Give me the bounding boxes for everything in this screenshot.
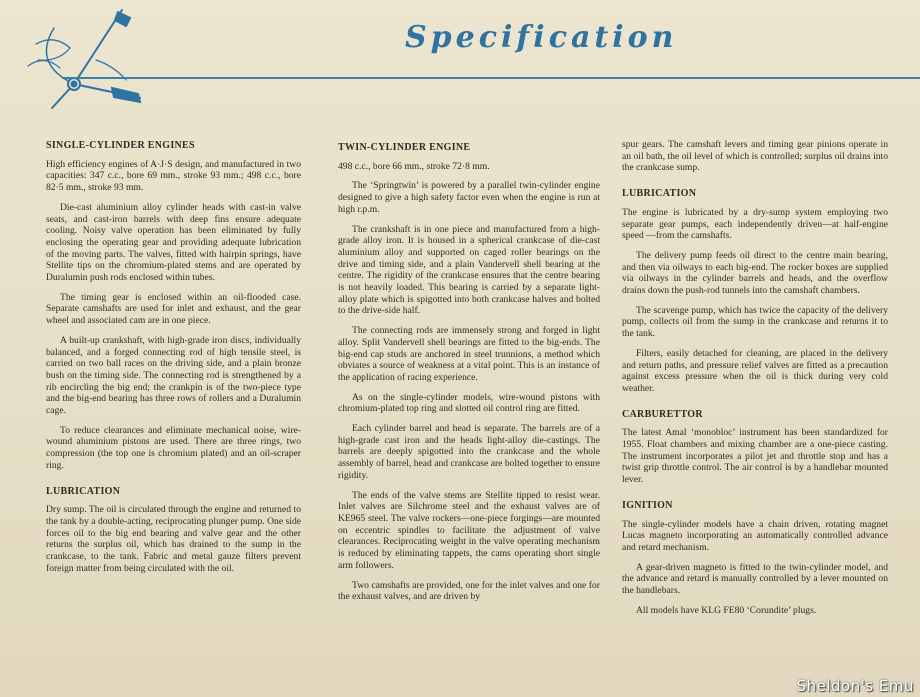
right-column — [622, 139, 888, 625]
paragraph: The latest Amal ‘monobloc’ instrument has been standardized for 1955. Float chambers and mixing chamber are a one-piece casting. The instrument incorporates a pilot jet and throttle stop and has a twist grip throttle control. The air control is by a handlebar mounted lever. — [622, 427, 888, 486]
paragraph: The connecting rods are immensely strong and forged in light alloy. Split Vandervell shell bearings are fitted to the big-ends. The big-end cap studs are anchored in steel trunnions, a method which obviates a source of weakness at a vital point. This is an instance of the application of racing experience. — [338, 325, 600, 383]
paragraph: Dry sump. The oil is circulated through the engine and returned to the tank by a double-acting, reciprocating plunger pump. One side forces oil to the big end bearing and valve gear and the other returns the surplus oil, which has drained to the sump in the crankcase, to the tank. Fabric and metal gauze filters prevent foreign matter from being circulated with the oil. — [46, 504, 301, 574]
paragraph: To reduce clearances and eliminate mechanical noise, wire-wound aluminium pistons are used. There are three rings, two compression (the top one is chromium plated) and an oil-scraper ring. — [46, 424, 301, 471]
heading-single-cylinder-engines: SINGLE-CYLINDER ENGINES — [46, 140, 195, 151]
paragraph: The delivery pump feeds oil direct to the centre main bearing, and then via oilways to each big-end. The rocker boxes are supplied via oilways in the cylinder barrels and heads, and the overflow drains down the push-rod tunnels into the camshaft chambers. — [622, 249, 888, 297]
paragraph: The engine is lubricated by a dry-sump system employing two separate gear pumps, each independently driven—at half-engine speed —from the camshafts. — [622, 206, 888, 242]
compass-drawing-icon — [14, 4, 144, 114]
paragraph: The scavenge pump, which has twice the capacity of the delivery pump, collects oil from the sump in the crankcase and returns it to the tank. — [622, 304, 888, 340]
watermark: Sheldon's Emu — [796, 677, 914, 695]
paragraph: A gear-driven magneto is fitted to the twin-cylinder model, and the advance and retard is manually controlled by a lever mounted on the handlebars. — [622, 561, 888, 597]
paragraph: The ‘Springtwin’ is powered by a parallel twin-cylinder engine designed to give a high safety factor even when the engine is run at high r.p.m. — [338, 180, 600, 215]
paragraph: Filters, easily detached for cleaning, are placed in the delivery and return paths, and pressure relief valves are fitted as a precaution against excess pressure when the oil is thick during very cold weather. — [622, 347, 888, 394]
heading-lubrication: LUBRICATION — [622, 188, 697, 200]
paragraph: As on the single-cylinder models, wire-wound pistons with chromium-plated top ring and slotted oil control ring are fitted. — [338, 391, 600, 415]
paragraph: Die-cast aluminium alloy cylinder heads with cast-in valve seats, and cast-iron barrels with deep fins ensure adequate cooling. Noisy valve operation has been eliminated by fully enclosing the operating gear and providing adequate lubrication of the moving parts. The valves, fitted with hairpin springs, have Stellite tips on the chromium-plated stems and are operated by Duralumin push rods enclosed within tubes. — [46, 201, 301, 284]
paragraph: The single-cylinder models have a chain driven, rotating magnet Lucas magneto incorporating an automatically controlled advance and retard mechanism. — [622, 518, 888, 553]
paragraph: High efficiency engines of A·J·S design, and manufactured in two capacities: 347 c.c., bore 69 mm., stroke 93 mm.; 498 c.c., bore 82·5 mm., stroke 93 mm. — [46, 158, 301, 194]
left-column — [46, 140, 301, 583]
paragraph: Two camshafts are provided, one for the inlet valves and one for the exhaust valves, and are driven by — [338, 579, 600, 603]
middle-column — [338, 142, 600, 611]
paragraph: spur gears. The camshaft levers and timing gear pinions operate in an oil bath, the oil level of which is controlled; surplus oil drains into the crankcase sump. — [622, 139, 888, 174]
paragraph: The crankshaft is in one piece and manufactured from a high-grade alloy iron. It is housed in a spherical crankcase of die-cast aluminium alloy and supported on caged roller bearings on the drive and timing side, and a plain Vandervell shell bearing at the centre. The rigidity of the crankcase ensures that the centre bearing is not heavily loaded. This bearing is carried by a separate light-alloy plate which is spigotted into both crankcase halves and bolted to the drive-side half. — [338, 223, 600, 317]
paragraph: All models have KLG FE80 ‘Corundite’ plugs. — [636, 604, 817, 616]
header-rule — [62, 77, 920, 79]
heading-carburettor: CARBURETTOR — [622, 408, 703, 420]
paragraph: A built-up crankshaft, with high-grade iron discs, individually balanced, and a forged connecting rod of high tensile steel, is carried on two ball races on the driving side, and a plain bronze bush on the timing side. The connecting rod is strengthened by a rib encircling the big end; the crankpin is of the two-piece type and the big-end bearing has three rows of rollers and a Duralumin cage. — [46, 334, 301, 417]
paragraph: The ends of the valve stems are Stellite tipped to resist wear. Inlet valves are Silchrome steel and the exhaust valves are of KE965 steel. The valve rockers—one-piece forgings—are mounted on eccentric spindles to facilitate the adjustment of valve clearances. Reciprocating weight in the valve operating mechanism is reduced by eliminating tappets, the cams operating short single arm followers. — [338, 489, 600, 571]
heading-twin-cylinder-engine: TWIN-CYLINDER ENGINE — [338, 142, 471, 153]
paragraph: The timing gear is enclosed within an oil-flooded case. Separate camshafts are used for inlet and exhaust, and the gear wheel and associated cam are in one piece. — [46, 291, 301, 327]
paragraph: Each cylinder barrel and head is separate. The barrels are of a high-grade cast iron and the heads light-alloy die-castings. The barrels are deeply spigotted into the crankcase and the whole assembly of barrel, head and crankcase are bolted together to ensure rigidity. — [338, 423, 600, 481]
heading-lubrication: LUBRICATION — [46, 485, 121, 497]
page-title: Specification — [405, 20, 678, 55]
heading-ignition: IGNITION — [622, 499, 673, 511]
paragraph: 498 c.c., bore 66 mm., stroke 72·8 mm. — [338, 160, 490, 172]
